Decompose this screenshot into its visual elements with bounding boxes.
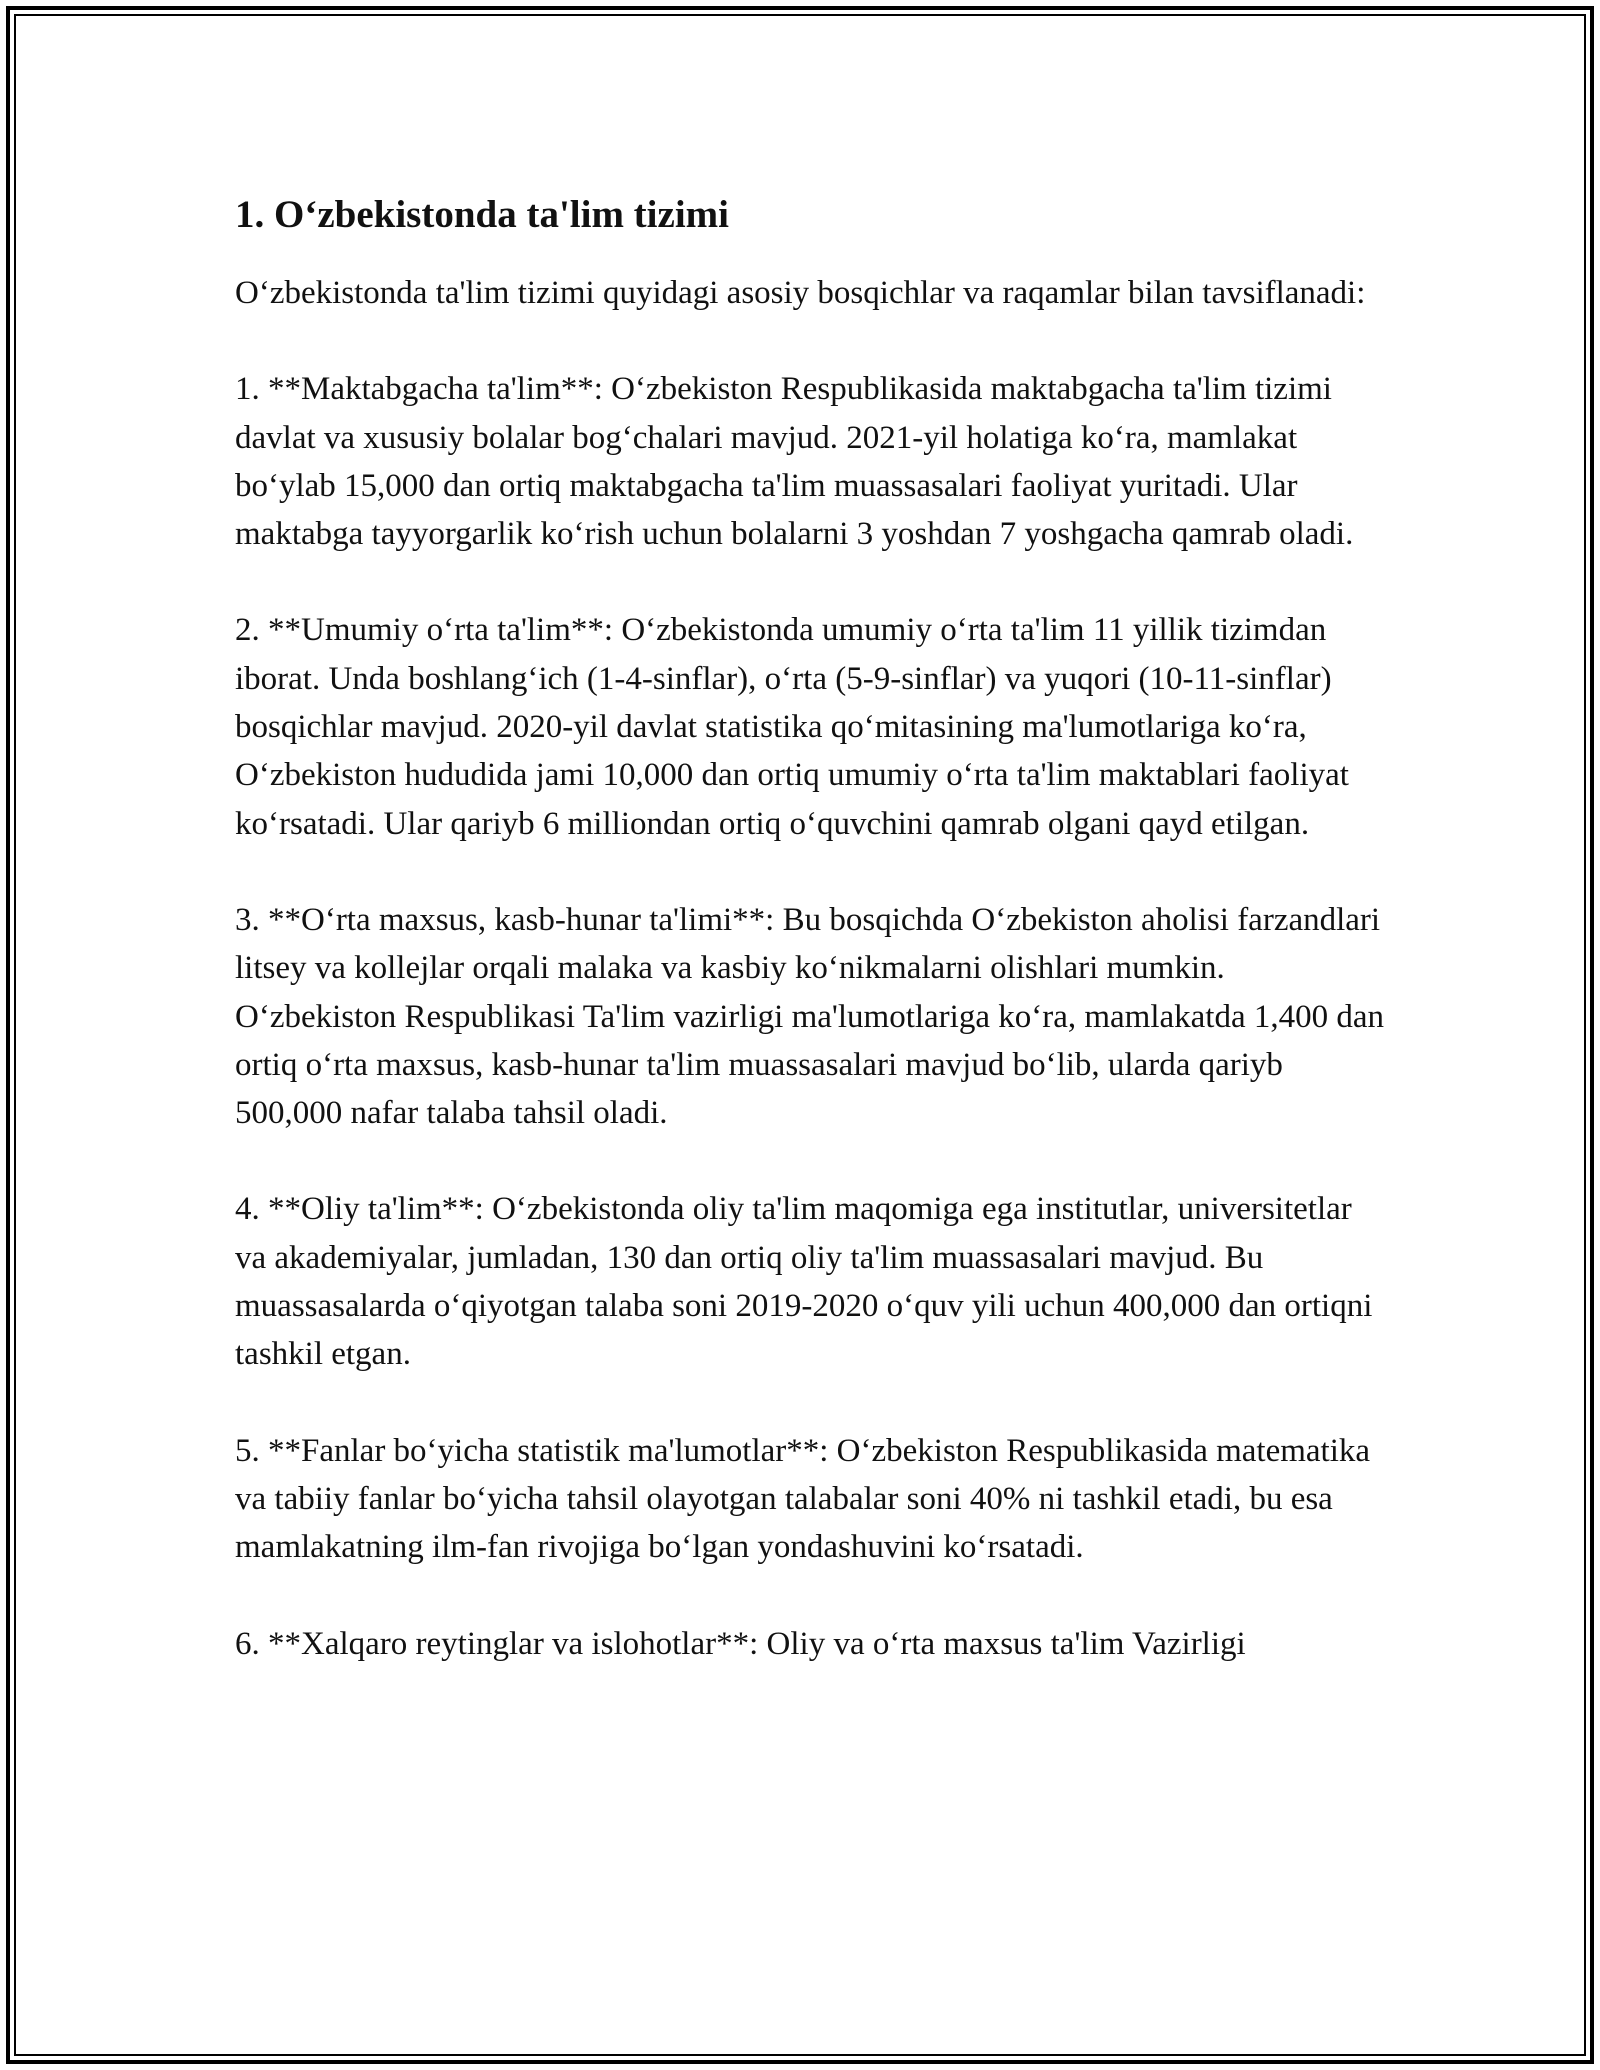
list-item-general-secondary: 2. **Umumiy o‘rta ta'lim**: O‘zbekistonda umumiy o‘rta ta'lim 11 yillik tizimdan iborat. Unda boshlang‘ich (1-4-sinflar), o‘rta (5-9-sinflar) va yuqori (10-11-sinflar) bosqichlar mavjud. 2020-yil davlat statistika qo‘mitasining ma'lumotlariga ko‘ra, O‘zbekiston hududida jami 10,000 dan ortiq umumiy o‘rta ta'lim maktablari faoliyat ko‘rsatadi. Ular qariyb 6 milliondan ortiq o‘quvchini qamrab olgani qayd etilgan. <box>235 612 1349 842</box>
list-item-higher-education: 4. **Oliy ta'lim**: O‘zbekistonda oliy ta'lim maqomiga ega institutlar, universitetlar va akademiyalar, jumladan, 130 dan ortiq oliy ta'lim muassasalari mavjud. Bu muassasalarda o‘qiyotgan talaba soni 2019-2020 o‘quv yili uchun 400,000 dan ortiqni tashkil etgan. <box>235 1191 1373 1373</box>
section-heading: 1. O‘zbekistonda ta'lim tizimi <box>235 193 729 236</box>
list-item-preschool: 1. **Maktabgacha ta'lim**: O‘zbekiston Respublikasida maktabgacha ta'lim tizimi davlat va xususiy bolalar bog‘chalari mavjud. 2021-yil holatiga ko‘ra, mamlakat bo‘ylab 15,000 dan ortiq maktabgacha ta'lim muassasalari faoliyat yuritadi. Ular maktabga tayyorgarlik ko‘rish uchun bolalarni 3 yoshdan 7 yoshgacha qamrab oladi. <box>235 371 1354 553</box>
document-body <box>235 186 1385 1668</box>
intro-paragraph: O‘zbekistonda ta'lim tizimi quyidagi asosiy bosqichlar va raqamlar bilan tavsiflanadi: <box>235 275 1366 311</box>
list-item-vocational: 3. **O‘rta maxsus, kasb-hunar ta'limi**: Bu bosqichda O‘zbekiston aholisi farzandlari litsey va kollejlar orqali malaka va kasbiy ko‘nikmalarni olishlari mumkin. O‘zbekiston Respublikasi Ta'lim vazirligi ma'lumotlariga ko‘ra, mamlakatda 1,400 dan ortiq o‘rta maxsus, kasb-hunar ta'lim muassasalari mavjud bo‘lib, ularda qariyb 500,000 nafar talaba tahsil oladi. <box>235 901 1385 1132</box>
list-item-international-ratings: 6. **Xalqaro reytinglar va islohotlar**: Oliy va o‘rta maxsus ta'lim Vazirligi <box>235 1625 1246 1662</box>
list-item-science-statistics: 5. **Fanlar bo‘yicha statistik ma'lumotlar**: O‘zbekiston Respublikasida matematika va tabiiy fanlar bo‘yicha tahsil olayotgan talabalar soni 40% ni tashkil etadi, bu esa mamlakatning ilm-fan rivojiga bo‘lgan yondashuvini ko‘rsatadi. <box>235 1432 1371 1566</box>
